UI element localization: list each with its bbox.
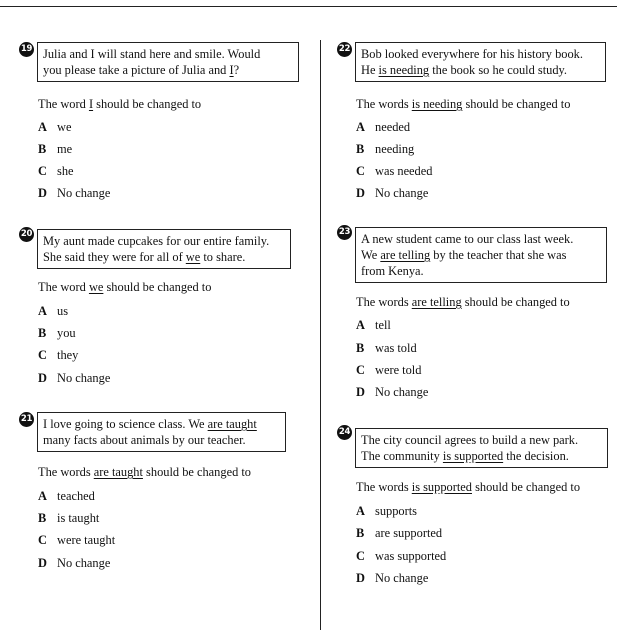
answer-option-c[interactable]: C was supported bbox=[356, 549, 447, 563]
question-prompt: The word I should be changed to bbox=[38, 97, 202, 111]
passage-line: Julia and I will stand here and smile. Would bbox=[43, 47, 261, 61]
answer-option-b[interactable]: B was told bbox=[356, 341, 417, 355]
question-prompt: The words are taught should be changed to bbox=[38, 465, 252, 479]
passage-line: He is needing the book so he could study. bbox=[361, 63, 568, 77]
passage-box bbox=[37, 42, 299, 82]
answer-option-b[interactable]: B needing bbox=[356, 142, 415, 156]
answer-option-a[interactable]: A we bbox=[38, 120, 72, 134]
passage-line: We are telling by the teacher that she was bbox=[361, 248, 567, 262]
prompt-target: are taught bbox=[93, 465, 143, 479]
passage-box bbox=[355, 42, 606, 82]
passage-line: from Kenya. bbox=[361, 264, 424, 278]
answer-option-c[interactable]: C was needed bbox=[356, 164, 433, 178]
answer-option-b[interactable]: B me bbox=[38, 142, 73, 156]
answer-option-a[interactable]: A us bbox=[38, 304, 69, 318]
column-divider bbox=[320, 40, 321, 630]
underlined-target: is needing bbox=[378, 63, 430, 77]
underlined-target: is supported bbox=[442, 449, 504, 463]
passage-line: you please take a picture of Julia and I? bbox=[43, 63, 240, 77]
answer-option-c[interactable]: C were told bbox=[356, 363, 422, 377]
answer-option-d[interactable]: D No change bbox=[38, 186, 111, 200]
prompt-target: we bbox=[88, 280, 104, 294]
answer-option-c[interactable]: C she bbox=[38, 164, 74, 178]
passage-line: many facts about animals by our teacher. bbox=[43, 433, 246, 447]
answer-option-d[interactable]: D No change bbox=[38, 556, 111, 570]
answer-option-b[interactable]: B is taught bbox=[38, 511, 100, 525]
answer-option-d[interactable]: D No change bbox=[356, 186, 429, 200]
answer-option-d[interactable]: D No change bbox=[356, 571, 429, 585]
question-prompt: The words is needing should be changed to bbox=[356, 97, 571, 111]
underlined-target: I bbox=[229, 63, 234, 77]
passage-line: The city council agrees to build a new park. bbox=[361, 433, 579, 447]
question-number-badge: 22 bbox=[337, 42, 352, 57]
question-number-badge: 24 bbox=[337, 425, 352, 440]
passage-box bbox=[37, 412, 286, 452]
question-prompt: The word we should be changed to bbox=[38, 280, 212, 294]
answer-option-b[interactable]: B are supported bbox=[356, 526, 443, 540]
passage-box bbox=[37, 229, 291, 269]
underlined-target: are taught bbox=[207, 417, 257, 431]
question-number-badge: 23 bbox=[337, 225, 352, 240]
answer-option-d[interactable]: D No change bbox=[38, 371, 111, 385]
answer-option-a[interactable]: A needed bbox=[356, 120, 411, 134]
question-number-badge: 21 bbox=[19, 412, 34, 427]
passage-line: Bob looked everywhere for his history book. bbox=[361, 47, 583, 61]
passage-box bbox=[355, 428, 608, 468]
underlined-target: are telling bbox=[380, 248, 431, 262]
underlined-target: we bbox=[185, 250, 201, 264]
answer-option-c[interactable]: C were taught bbox=[38, 533, 116, 547]
answer-option-a[interactable]: A teached bbox=[38, 489, 95, 503]
question-prompt: The words is supported should be changed to bbox=[356, 480, 581, 494]
passage-line: The community is supported the decision. bbox=[361, 449, 569, 463]
answer-option-a[interactable]: A tell bbox=[356, 318, 391, 332]
answer-option-b[interactable]: B you bbox=[38, 326, 76, 340]
prompt-target: I bbox=[88, 97, 94, 111]
prompt-target: are telling bbox=[411, 295, 462, 309]
passage-line: I love going to science class. We are taught bbox=[43, 417, 257, 431]
prompt-target: is needing bbox=[411, 97, 463, 111]
passage-line: My aunt made cupcakes for our entire family. bbox=[43, 234, 270, 248]
answer-option-c[interactable]: C they bbox=[38, 348, 79, 362]
prompt-target: is supported bbox=[411, 480, 472, 494]
question-number-badge: 19 bbox=[19, 42, 34, 57]
answer-option-d[interactable]: D No change bbox=[356, 385, 429, 399]
passage-line: A new student came to our class last week. bbox=[361, 232, 574, 246]
answer-option-a[interactable]: A supports bbox=[356, 504, 417, 518]
question-prompt: The words are telling should be changed to bbox=[356, 295, 570, 309]
passage-line: She said they were for all of we to share. bbox=[43, 250, 246, 264]
question-number-badge: 20 bbox=[19, 227, 34, 242]
passage-box bbox=[355, 227, 607, 283]
top-rule bbox=[0, 6, 617, 7]
